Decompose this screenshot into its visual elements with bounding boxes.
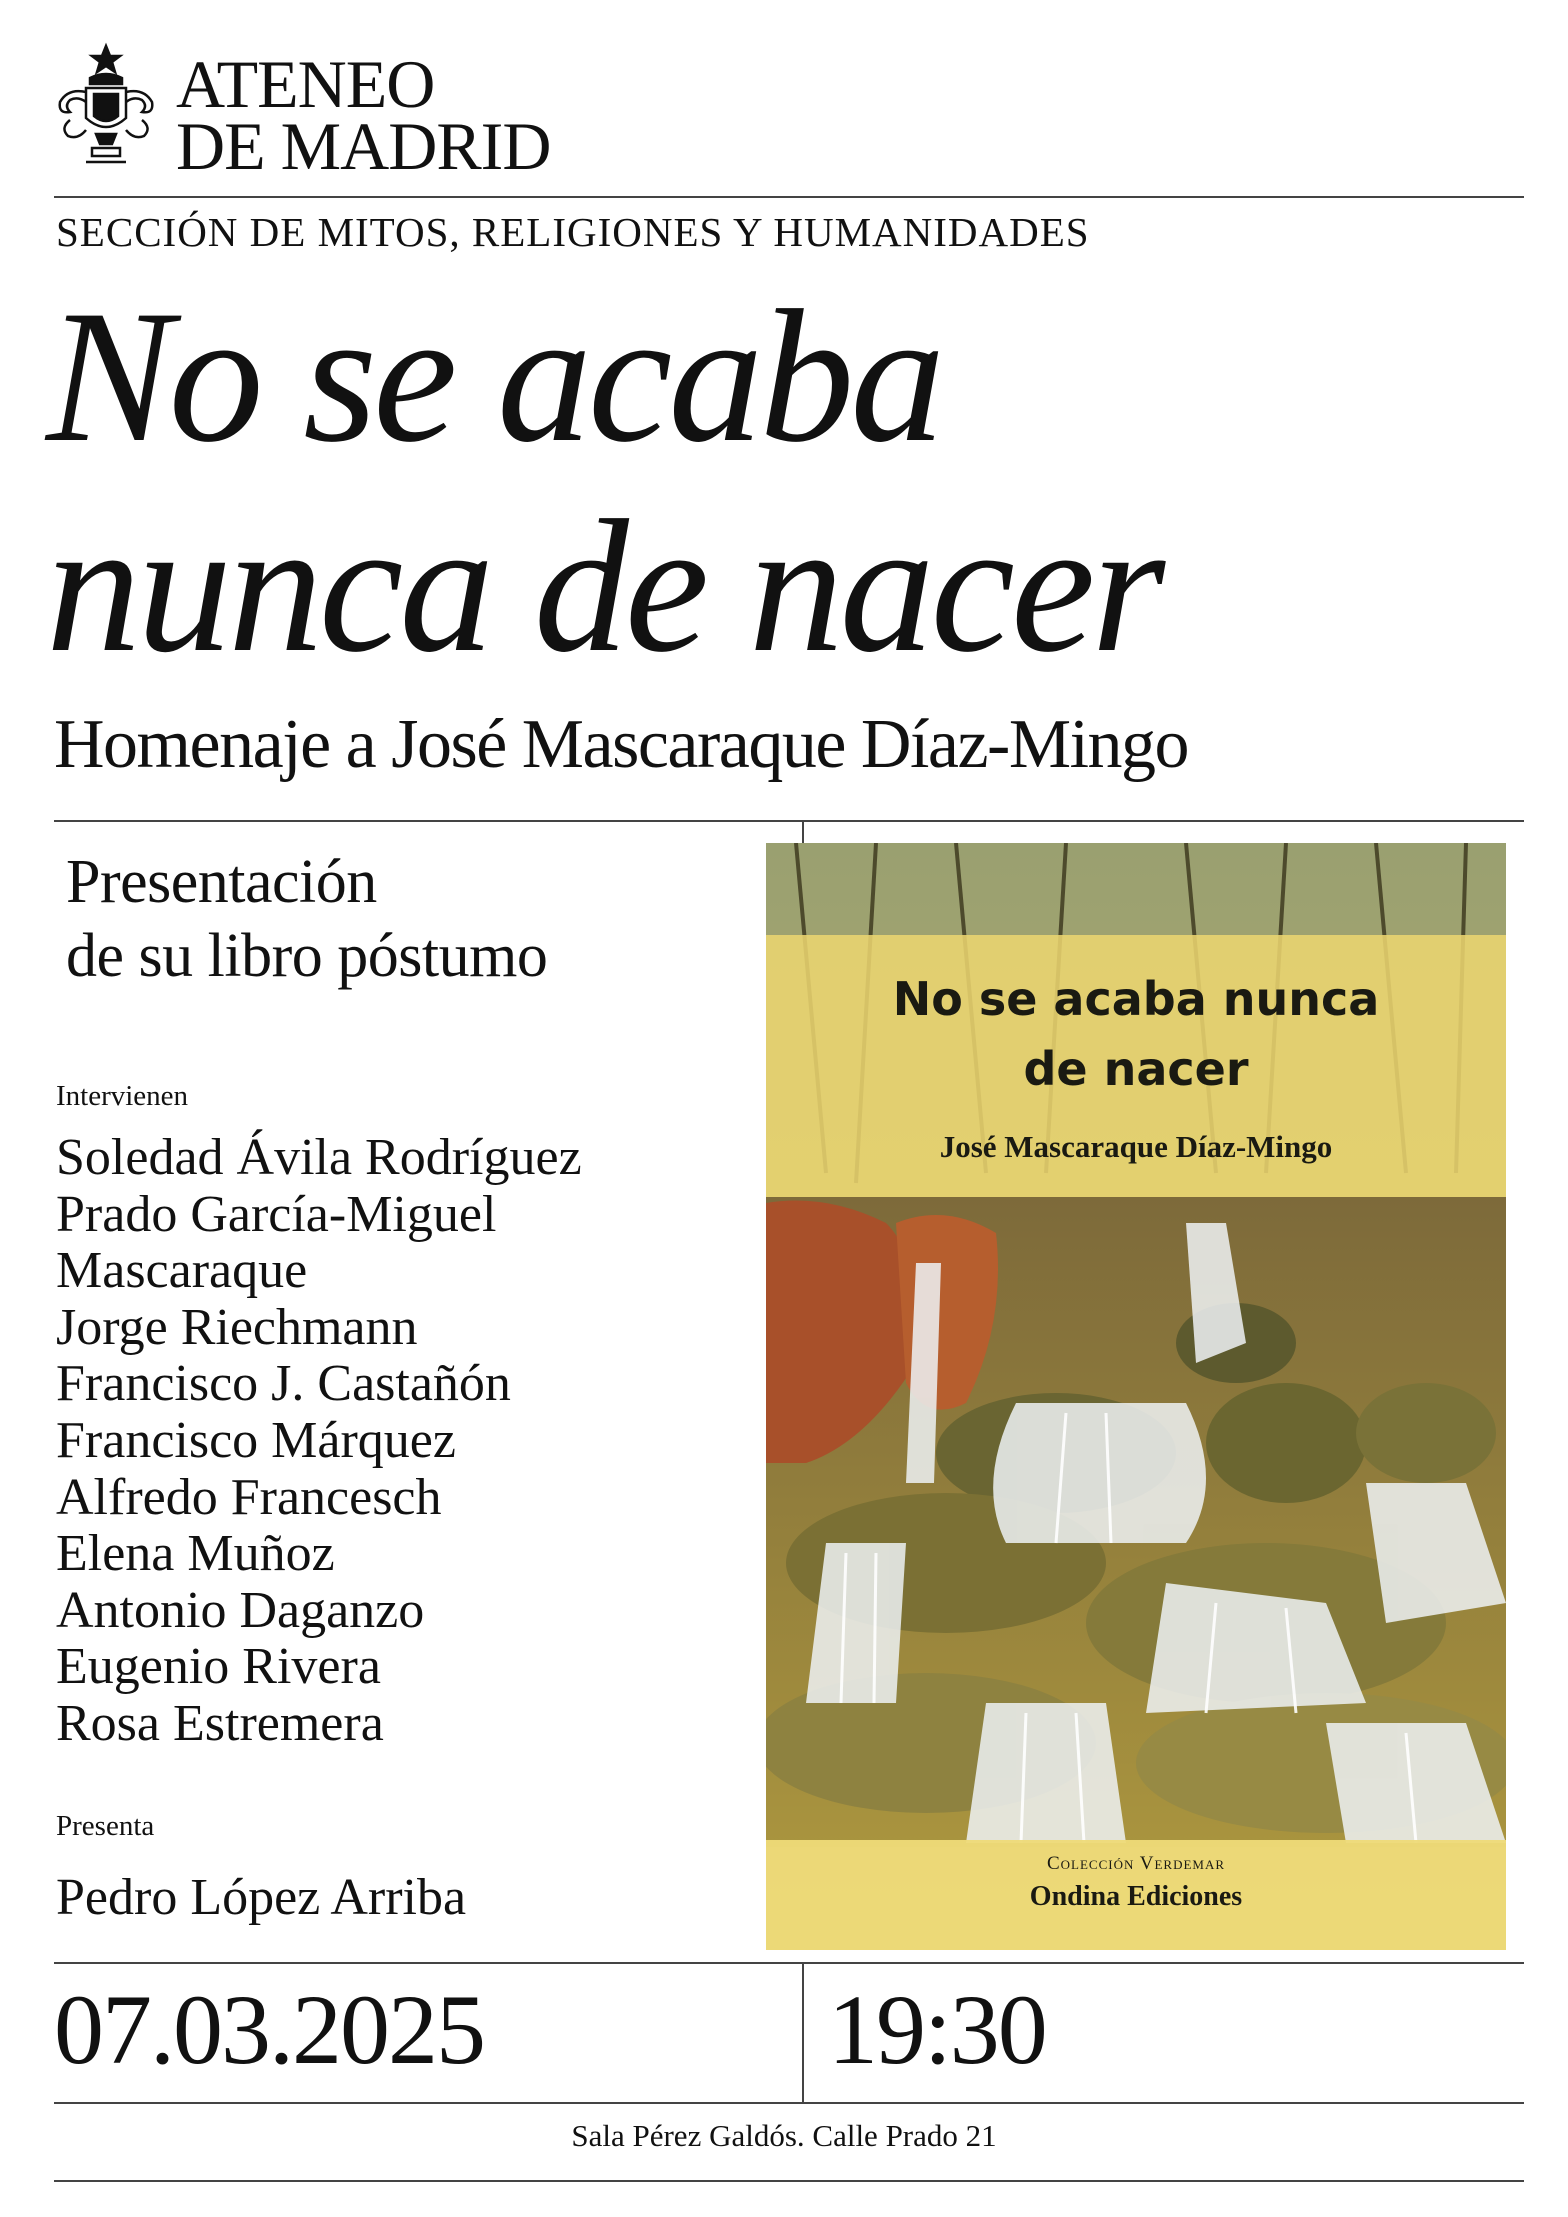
presenter-name: Pedro López Arriba bbox=[56, 1869, 467, 1926]
speaker-name: Antonio Daganzo bbox=[56, 1581, 425, 1639]
event-venue: Sala Pérez Galdós. Calle Prado 21 bbox=[571, 2118, 997, 2153]
divider-middle bbox=[54, 820, 1524, 822]
book-title-line2: de nacer bbox=[1023, 1042, 1249, 1096]
speaker-name: Francisco J. Castañón bbox=[56, 1355, 511, 1413]
speakers-label: Intervienen bbox=[56, 1080, 189, 1112]
event-title-line1: No se acaba bbox=[46, 272, 942, 482]
speaker-name: Soledad Ávila Rodríguez bbox=[56, 1129, 582, 1186]
speaker-name: Prado García-Miguel bbox=[56, 1185, 497, 1243]
book-cover bbox=[766, 843, 1506, 1950]
org-name-line1: ATENEO bbox=[176, 46, 435, 122]
speakers-list bbox=[56, 1130, 582, 1753]
org-name-line2: DE MADRID bbox=[176, 108, 551, 184]
event-time: 19:30 bbox=[828, 1974, 1046, 2085]
presenter-label: Presenta bbox=[56, 1810, 155, 1842]
ateneo-crest-icon bbox=[50, 40, 162, 170]
section-title: SECCIÓN DE MITOS, RELIGIONES Y HUMANIDADES bbox=[56, 209, 1090, 255]
book-publisher: Ondina Ediciones bbox=[1029, 1881, 1243, 1912]
speaker-name: Eugenio Rivera bbox=[56, 1638, 381, 1696]
speaker-name: Elena Muñoz bbox=[56, 1525, 335, 1583]
divider-bottom-middle bbox=[54, 2102, 1524, 2104]
event-date: 07.03.2025 bbox=[54, 1974, 484, 2085]
divider-bottom-end bbox=[54, 2180, 1524, 2182]
presentation-line1: Presentación bbox=[66, 848, 377, 916]
speaker-name: Mascaraque bbox=[56, 1242, 308, 1300]
divider-top bbox=[54, 196, 1524, 198]
presentation-line2: de su libro póstumo bbox=[66, 922, 548, 990]
book-collection: Colección Verdemar bbox=[1046, 1853, 1226, 1874]
speaker-name: Jorge Riechmann bbox=[56, 1298, 418, 1356]
divider-bottom-top bbox=[54, 1962, 1524, 1964]
book-title-line1: No se acaba nunca bbox=[892, 972, 1380, 1026]
book-author: José Mascaraque Díaz-Mingo bbox=[939, 1129, 1333, 1164]
speaker-name: Rosa Estremera bbox=[56, 1694, 384, 1752]
event-title-line2: nunca de nacer bbox=[46, 482, 1162, 692]
divider-vertical-bottom bbox=[802, 1962, 804, 2102]
speaker-name: Alfredo Francesch bbox=[56, 1468, 442, 1526]
speaker-name: Francisco Márquez bbox=[56, 1411, 456, 1469]
divider-vertical-top bbox=[802, 820, 804, 844]
event-subtitle: Homenaje a José Mascaraque Díaz-Mingo bbox=[54, 706, 1189, 783]
